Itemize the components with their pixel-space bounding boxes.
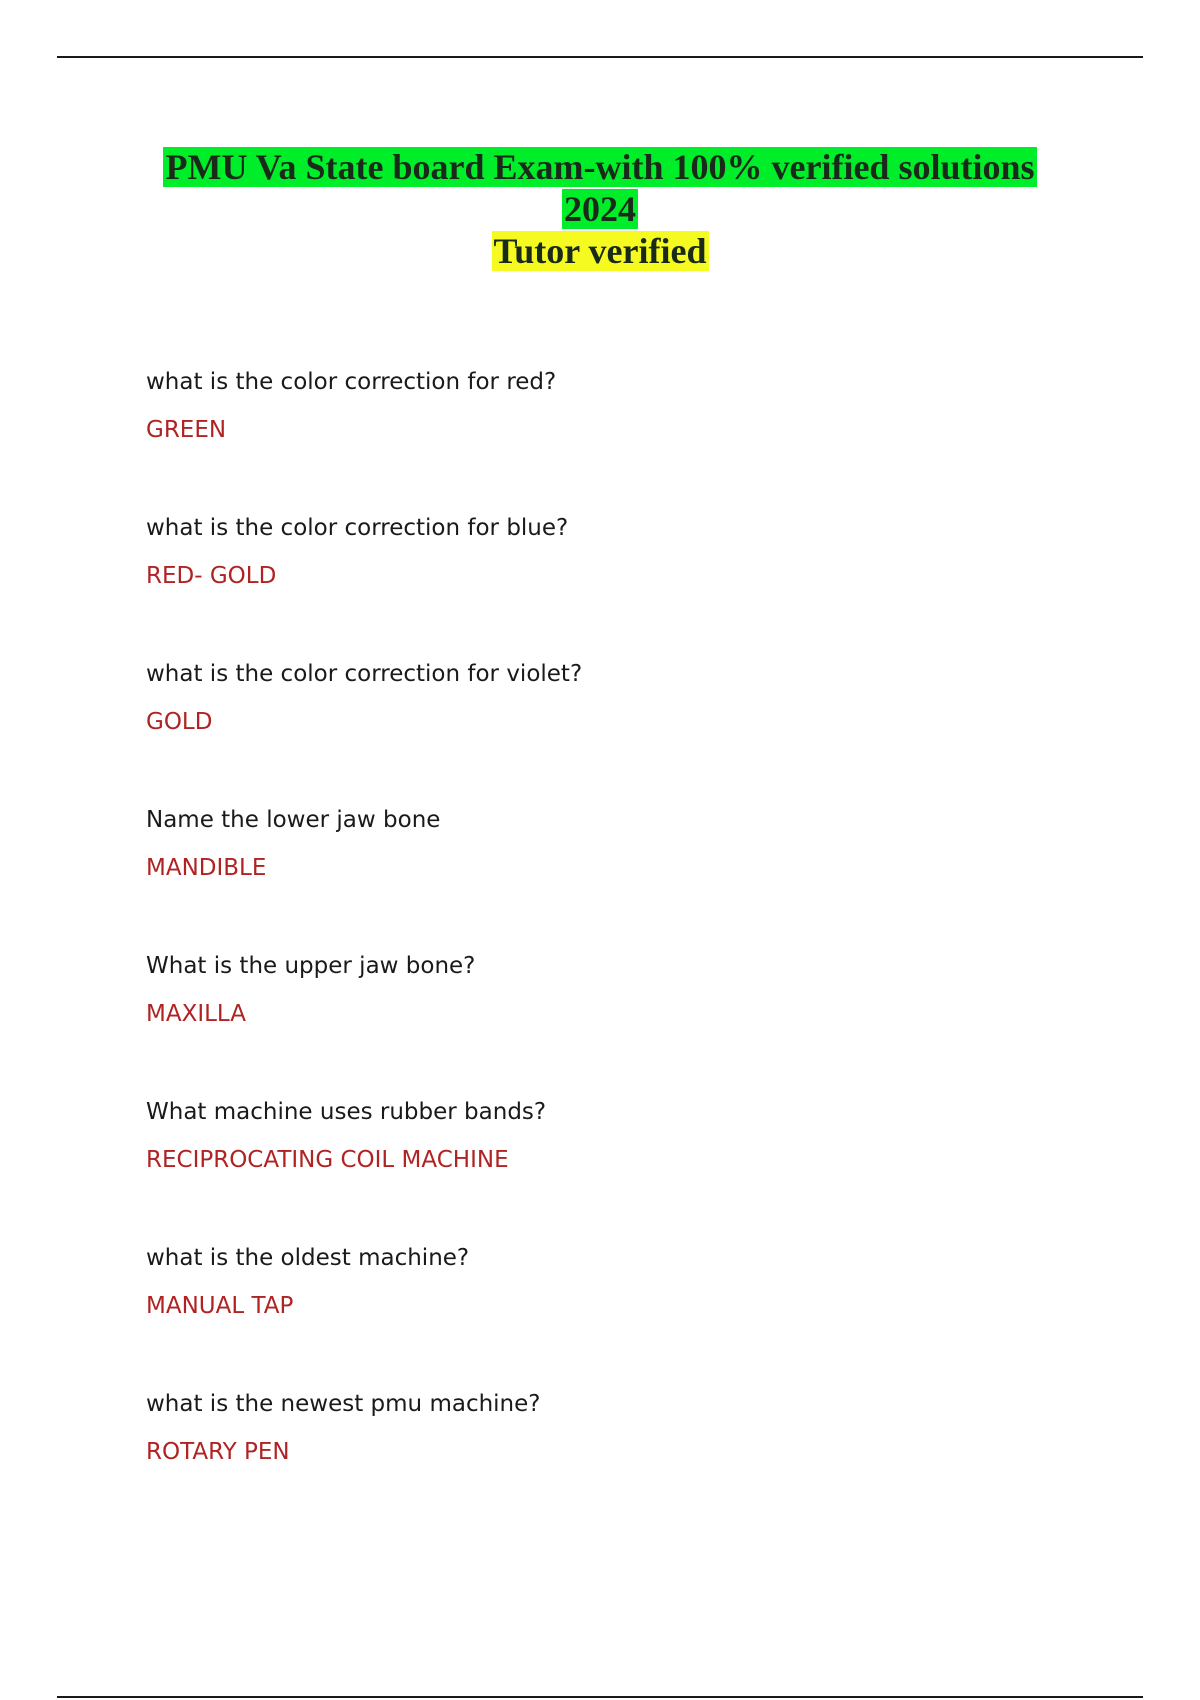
qa-item (146, 367, 1046, 513)
question-text: Name the lower jaw bone (146, 807, 441, 833)
document-title (0, 146, 1200, 272)
answer-text: MANDIBLE (146, 855, 267, 881)
answer-text: RED- GOLD (146, 563, 277, 589)
answer-text: MANUAL TAP (146, 1293, 294, 1319)
title-line-year: 2024 (564, 189, 636, 229)
qa-item (146, 951, 1046, 1097)
qa-item (146, 805, 1046, 951)
answer-text: MAXILLA (146, 1001, 247, 1027)
question-text: what is the newest pmu machine? (146, 1391, 541, 1417)
header-rule (57, 56, 1143, 58)
answer-text: GREEN (146, 417, 227, 443)
question-text: What is the upper jaw bone? (146, 953, 476, 979)
qa-item (146, 513, 1046, 659)
answer-text: ROTARY PEN (146, 1439, 290, 1465)
question-text: What machine uses rubber bands? (146, 1099, 547, 1125)
qa-item (146, 1097, 1046, 1243)
qa-item (146, 1243, 1046, 1389)
qa-item (146, 1389, 1046, 1535)
qa-item (146, 659, 1046, 805)
answer-text: RECIPROCATING COIL MACHINE (146, 1147, 509, 1173)
title-line-verified: Tutor verified (493, 231, 707, 271)
answer-text: GOLD (146, 709, 213, 735)
question-text: what is the color correction for blue? (146, 515, 569, 541)
question-text: what is the color correction for red? (146, 369, 557, 395)
question-text: what is the color correction for violet? (146, 661, 583, 687)
title-line-main: PMU Va State board Exam-with 100% verified solutions (165, 147, 1035, 187)
footer-rule (57, 1696, 1143, 1698)
question-text: what is the oldest machine? (146, 1245, 470, 1271)
qa-list (146, 367, 1046, 1535)
